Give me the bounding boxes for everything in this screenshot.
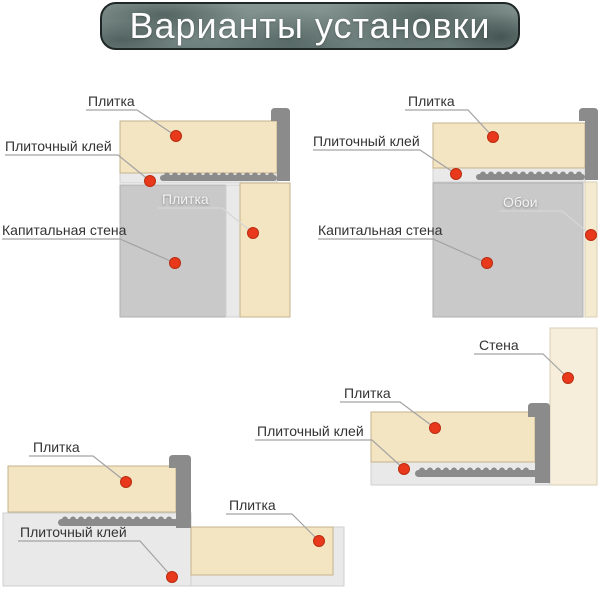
horizontal-tile [120,121,277,173]
marker-dot [482,258,493,269]
marker-dot [248,228,259,239]
marker-dot [399,464,410,475]
marker-dot [170,258,181,269]
marker-dot [488,132,499,143]
horizontal-tile [433,123,585,168]
label-tile-adhesive: Плиточный клей [20,524,127,540]
marker-dot [171,131,182,142]
label-tile-adhesive: Плиточный клей [257,423,364,439]
label-tile: Плитка [229,497,276,513]
label-tile-adhesive: Плиточный клей [5,138,112,154]
marker-dot [430,423,441,434]
label-wall: Стена [479,337,519,353]
wallpaper-strip [585,182,597,317]
marker-dot [121,477,132,488]
upper-tile [8,466,176,512]
label-tile-on-wall: Плитка [162,191,209,207]
label-wallpaper: Обои [503,194,538,210]
marker-dot [563,373,574,384]
diagram-floor-wall [255,328,597,485]
label-main-wall: Капитальная стена [318,222,443,238]
label-tile: Плитка [408,93,455,109]
marker-dot [145,176,156,187]
vertical-tile [240,183,290,317]
plaster-wall [550,328,597,485]
profile-perforated-leg [476,172,585,181]
marker-dot [451,169,462,180]
label-main-wall: Капитальная стена [2,222,127,238]
marker-dot [586,230,597,241]
diagram-step-edge [3,455,344,586]
page-title: Варианты установки [129,5,491,46]
marker-dot [314,536,325,547]
label-tile-adhesive: Плиточный клей [313,133,420,149]
label-tile: Плитка [88,93,135,109]
label-tile: Плитка [33,439,80,455]
floor-tile [371,412,535,462]
adhesive-layer-vertical [226,185,240,317]
label-tile: Плитка [344,385,391,401]
marker-dot [167,572,178,583]
